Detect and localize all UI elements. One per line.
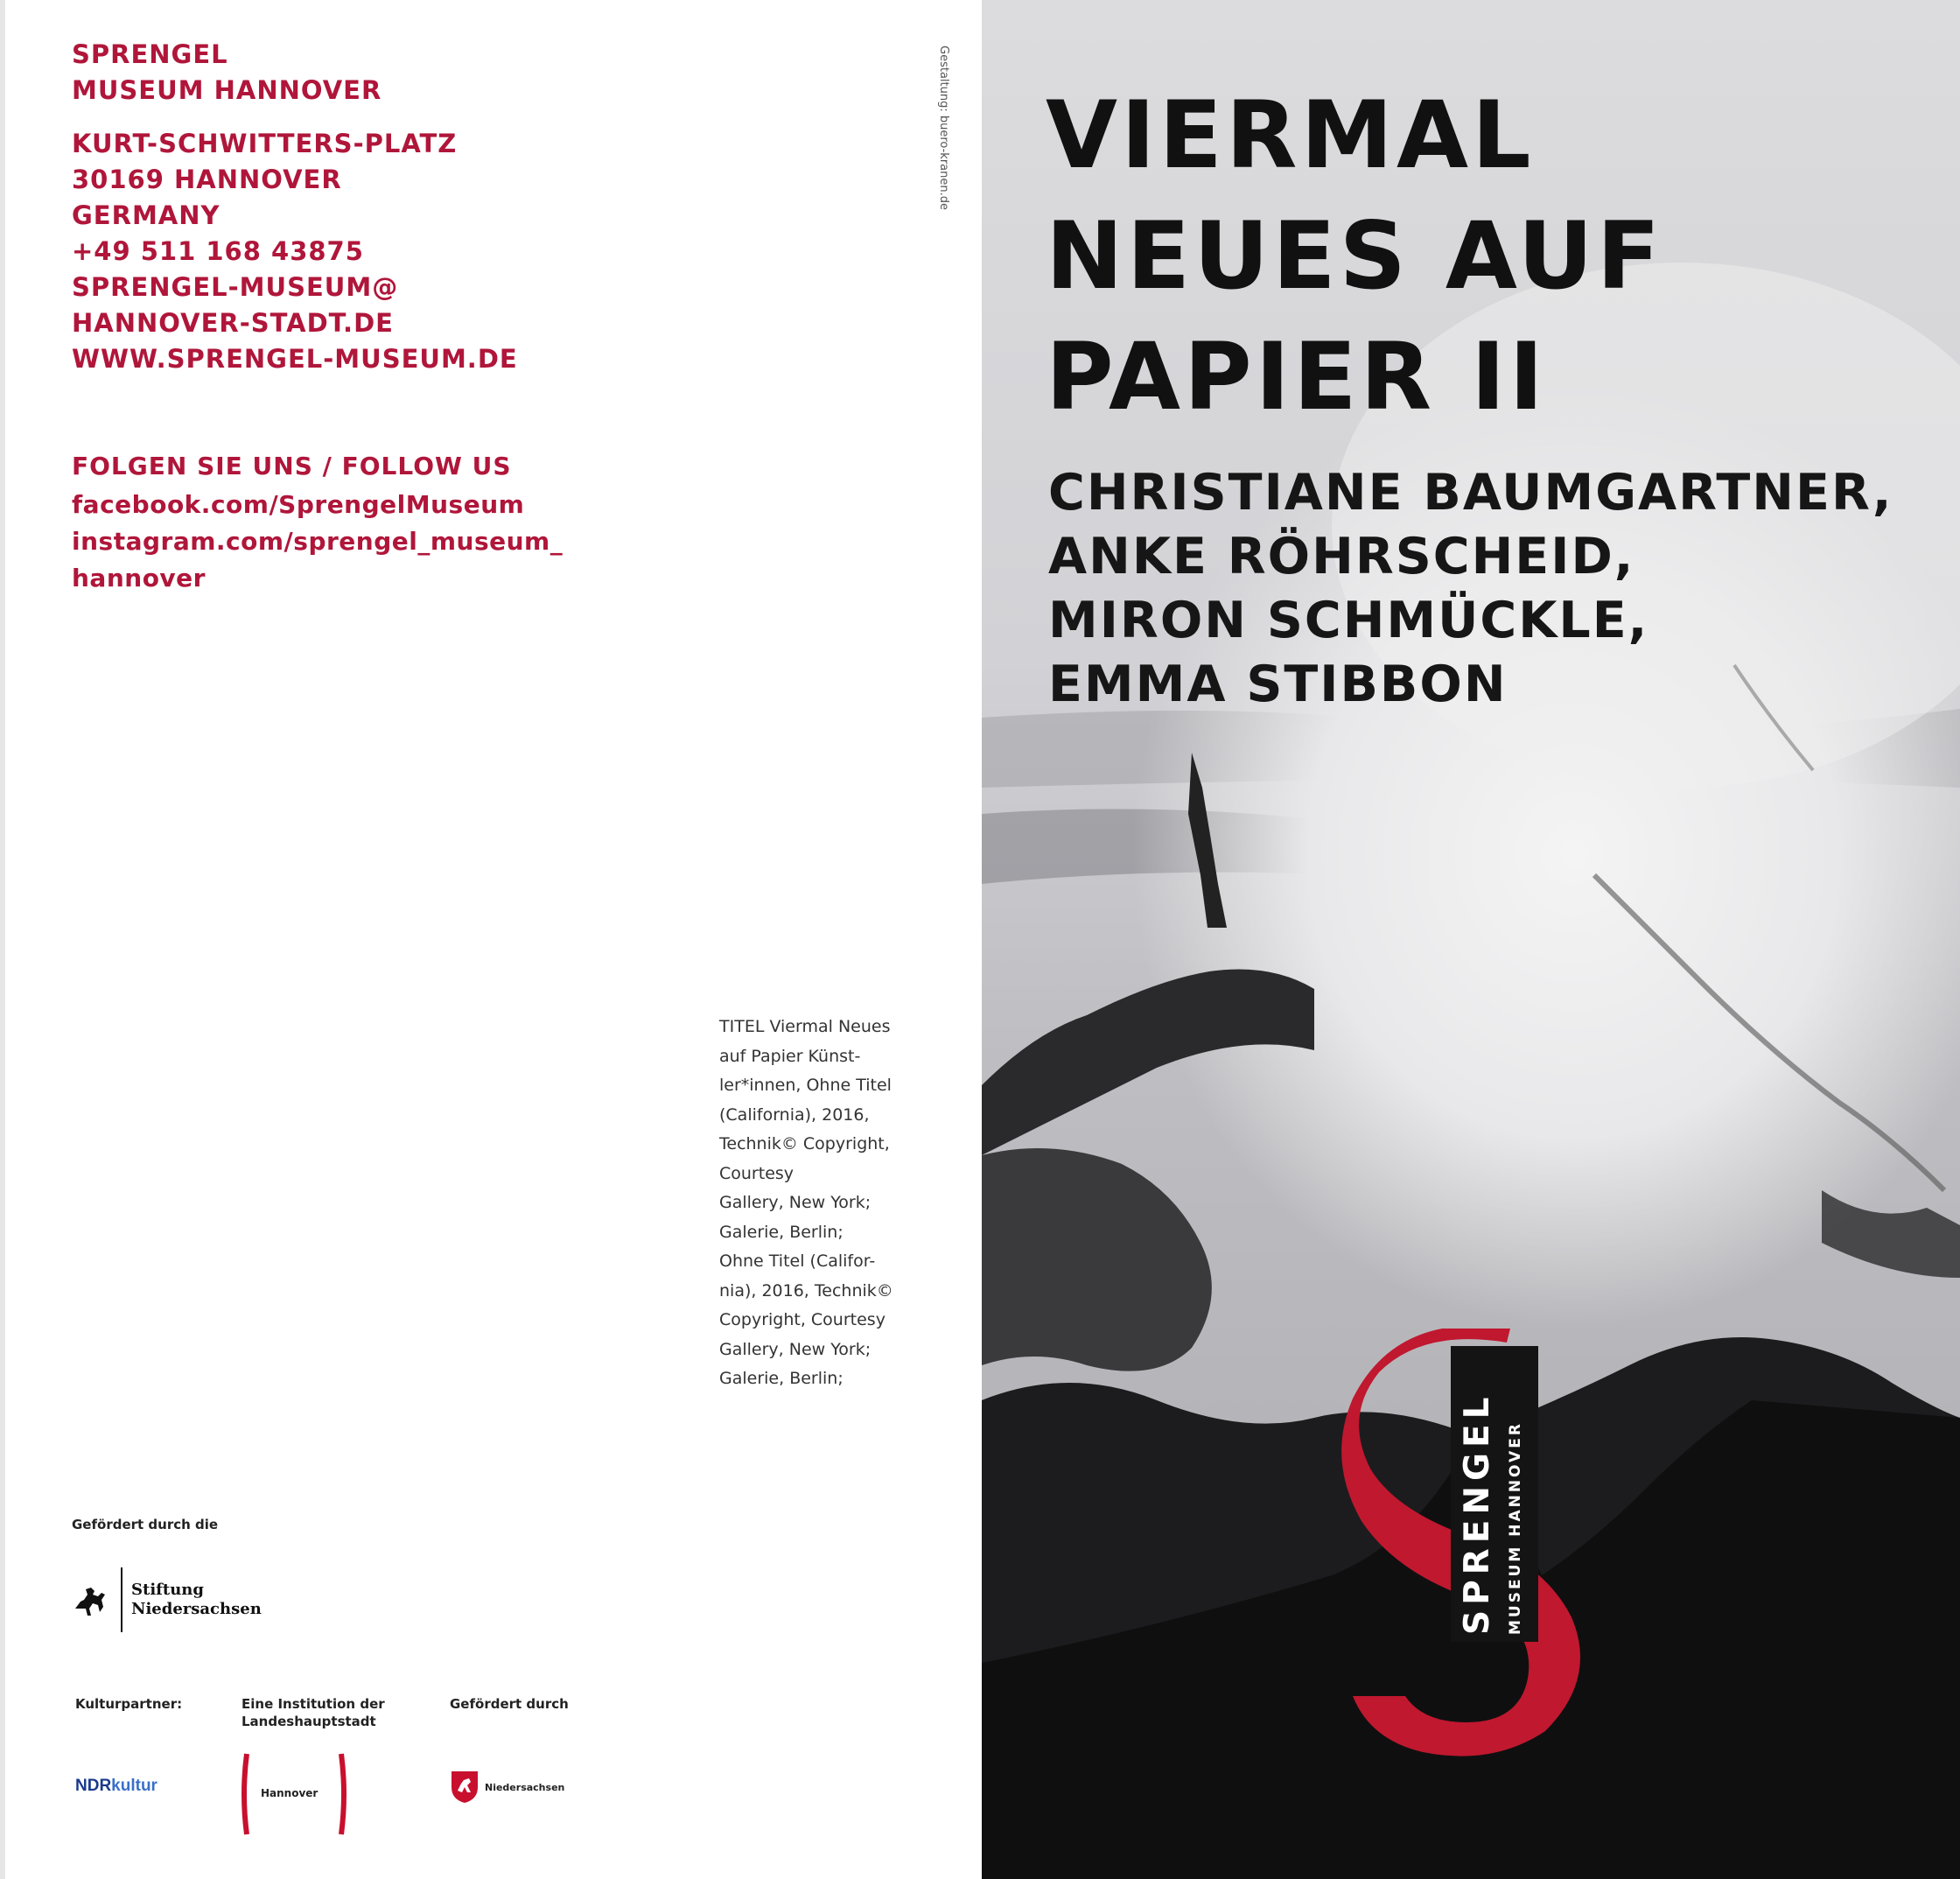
image-caption xyxy=(719,1013,929,1394)
hannover-logo xyxy=(242,1750,346,1838)
museum-name-line1: SPRENGEL xyxy=(72,39,228,69)
ndr-kultur-logo xyxy=(75,1777,158,1796)
sprengel-logo xyxy=(1335,1329,1624,1766)
caption-line: Copyright, Courtesy xyxy=(719,1310,886,1329)
kultur-logo-part: kultur xyxy=(111,1777,158,1795)
phone-number: +49 511 168 43875 xyxy=(72,236,364,266)
supported-by-label: Gefördert durch die xyxy=(72,1517,219,1532)
institution-label-line2: Landeshauptstadt xyxy=(242,1714,376,1729)
crest-icon xyxy=(450,1770,480,1805)
hannover-word: Hannover xyxy=(261,1787,318,1799)
stiftung-logo xyxy=(72,1567,262,1633)
city-address: 30169 HANNOVER xyxy=(72,165,342,194)
caption-line: nia), 2016, Technik© xyxy=(719,1280,893,1301)
email-line1[interactable]: SPRENGEL-MUSEUM@ xyxy=(72,272,399,302)
facebook-link[interactable]: facebook.com/SprengelMuseum xyxy=(72,490,525,519)
caption-line: auf Papier Künst- xyxy=(719,1046,861,1066)
museum-name-line2: MUSEUM HANNOVER xyxy=(72,75,382,105)
email-line2[interactable]: HANNOVER-STADT.DE xyxy=(72,308,394,338)
artist-name: ANKE RÖHRSCHEID, xyxy=(1048,528,1635,585)
instagram-link-line2[interactable]: hannover xyxy=(72,564,206,592)
cover-title-line2: NEUES AUF xyxy=(1046,202,1664,310)
cover-title-line1: VIERMAL xyxy=(1046,81,1535,189)
social-block xyxy=(72,448,563,597)
stiftung-name xyxy=(131,1581,262,1619)
artist-list xyxy=(1048,461,1894,717)
ndr-logo-part: NDR xyxy=(75,1777,112,1795)
caption-line: (California), 2016, xyxy=(719,1104,870,1125)
page-edge xyxy=(0,0,5,1879)
instagram-link-line1[interactable]: instagram.com/sprengel_museum_ xyxy=(72,527,564,556)
cover-title xyxy=(1046,75,1663,438)
artist-name: EMMA STIBBON xyxy=(1048,656,1508,713)
contact-block xyxy=(72,37,518,377)
institution-label xyxy=(242,1695,385,1730)
caption-line: Gallery, New York; xyxy=(719,1339,872,1359)
design-credit: Gestaltung: buero-kranen.de xyxy=(937,46,950,210)
stiftung-name-line1: Stiftung xyxy=(131,1581,204,1599)
institution-label-line1: Eine Institution der xyxy=(242,1696,385,1712)
caption-line: Technik© Copyright, xyxy=(719,1134,890,1153)
caption-line: Galerie, Berlin; xyxy=(719,1369,844,1388)
caption-line: Gallery, New York; xyxy=(719,1193,872,1212)
country: GERMANY xyxy=(72,200,220,230)
artist-name: MIRON SCHMÜCKLE, xyxy=(1048,592,1649,649)
cover-panel xyxy=(982,0,1960,1879)
niedersachsen-word: Niedersachsen xyxy=(485,1781,565,1793)
caption-line: ler*innen, Ohne Titel xyxy=(719,1076,892,1095)
social-heading: FOLGEN SIE UNS / FOLLOW US xyxy=(72,452,512,480)
logo-divider xyxy=(121,1567,122,1632)
caption-line: Galerie, Berlin; xyxy=(719,1222,844,1242)
supported-label: Gefördert durch xyxy=(450,1696,569,1712)
caption-line: TITEL Viermal Neues xyxy=(719,1017,891,1036)
street-address: KURT-SCHWITTERS-PLATZ xyxy=(72,129,458,158)
cover-title-line3: PAPIER II xyxy=(1046,323,1547,431)
stiftung-name-line2: Niedersachsen xyxy=(131,1600,262,1618)
caption-line: Courtesy xyxy=(719,1163,794,1183)
website-link[interactable]: WWW.SPRENGEL-MUSEUM.DE xyxy=(72,344,518,374)
logo-sub-text: MUSEUM HANNOVER xyxy=(1507,1421,1524,1635)
artist-name: CHRISTIANE BAUMGARTNER, xyxy=(1048,464,1894,522)
niedersachsen-logo xyxy=(450,1770,564,1805)
partner-label: Kulturpartner: xyxy=(75,1696,183,1712)
caption-line: Ohne Titel (Califor- xyxy=(719,1251,876,1271)
logo-main-text: SPRENGEL xyxy=(1458,1392,1497,1635)
horse-icon xyxy=(72,1582,108,1617)
